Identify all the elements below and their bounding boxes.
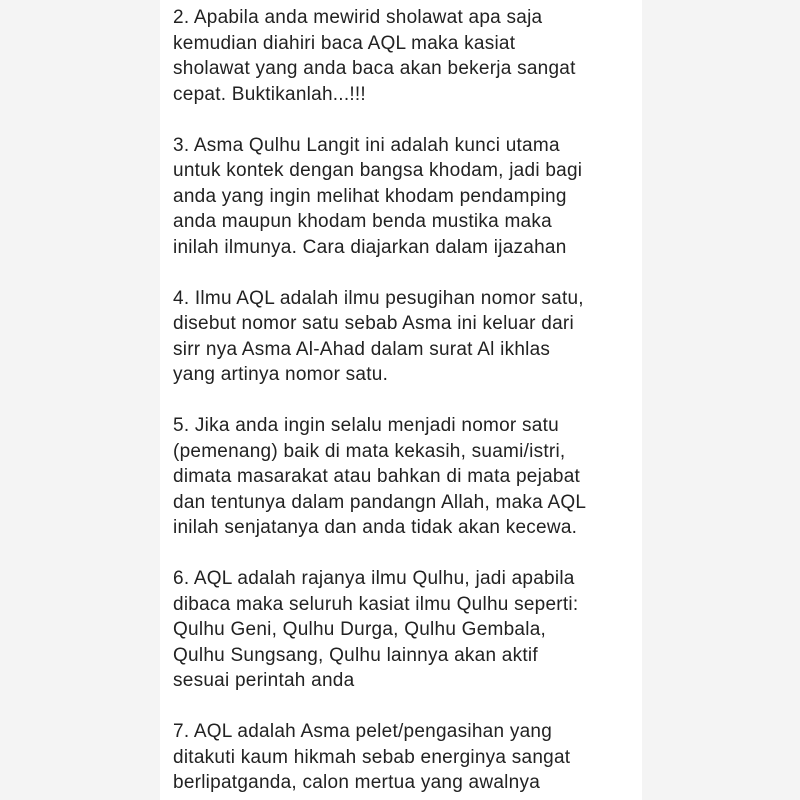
paragraph-item-2: [173, 5, 642, 107]
text-line: disebut nomor satu sebab Asma ini keluar dari: [173, 313, 574, 334]
text-line: yang artinya nomor satu.: [173, 364, 389, 385]
text-line: 7. AQL adalah Asma pelet/pengasihan yang: [173, 721, 553, 742]
text-line: ditakuti kaum hikmah sebab energinya sangat: [173, 746, 571, 768]
text-line: sirr nya Asma Al-Ahad dalam surat Al ikhlas: [173, 338, 551, 360]
text-line: dibaca maka seluruh kasiat ilmu Qulhu seperti:: [173, 593, 579, 615]
article-text: [173, 5, 642, 800]
text-line: berlipatganda, calon mertua yang awalnya: [173, 772, 541, 793]
text-line: anda maupun khodam benda mustika maka: [173, 211, 552, 232]
paragraph-item-6: [173, 566, 642, 694]
text-line: (pemenang) baik di mata kekasih, suami/istri,: [173, 440, 566, 462]
text-line: Qulhu Sungsang, Qulhu lainnya akan aktif: [173, 644, 538, 666]
paragraph-item-4: [173, 286, 642, 388]
text-line: inilah ilmunya. Cara diajarkan dalam ijazahan: [173, 236, 567, 258]
text-line: cepat. Buktikanlah...!!!: [173, 83, 366, 105]
text-line: 5. Jika anda ingin selalu menjadi nomor satu: [173, 415, 559, 436]
text-line: dimata masarakat atau bahkan di mata pejabat: [173, 466, 581, 487]
text-line: Qulhu Geni, Qulhu Durga, Qulhu Gembala,: [173, 619, 547, 640]
text-line: anda yang ingin melihat khodam pendamping: [173, 185, 567, 207]
paragraph-item-3: [173, 133, 642, 261]
paragraph-item-7: [173, 719, 642, 796]
text-line: kemudian diahiri baca AQL maka kasiat: [173, 32, 516, 54]
text-line: dan tentunya dalam pandangn Allah, maka AQL: [173, 491, 587, 513]
text-line: 2. Apabila anda mewirid sholawat apa saja: [173, 7, 543, 28]
text-line: sholawat yang anda baca akan bekerja sangat: [173, 58, 576, 79]
text-line: sesuai perintah anda: [173, 670, 355, 691]
text-line: inilah senjatanya dan anda tidak akan kecewa.: [173, 517, 578, 538]
text-line: 6. AQL adalah rajanya ilmu Qulhu, jadi apabila: [173, 568, 575, 589]
text-line: untuk kontek dengan bangsa khodam, jadi bagi: [173, 160, 583, 181]
text-line: 4. Ilmu AQL adalah ilmu pesugihan nomor satu,: [173, 287, 584, 309]
paragraph-item-5: [173, 413, 642, 541]
text-panel: [160, 0, 642, 800]
text-line: 3. Asma Qulhu Langit ini adalah kunci utama: [173, 134, 560, 156]
